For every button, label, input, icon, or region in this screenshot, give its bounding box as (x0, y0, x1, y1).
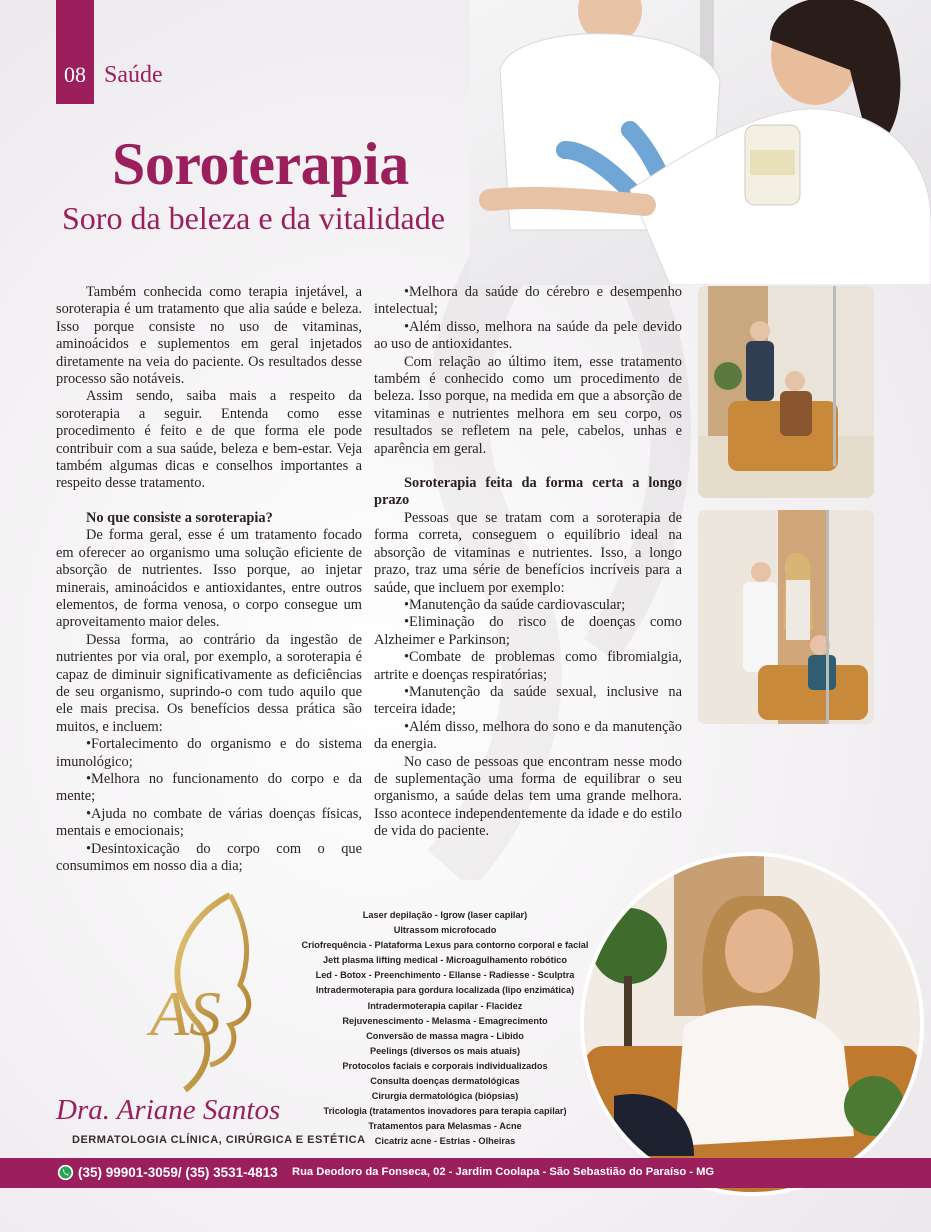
service-item: Tricologia (tratamentos inovadores para terapia capilar) (323, 1106, 567, 1117)
paragraph: Pessoas que se tratam com a soroterapia de forma correta, conseguem o equilíbrio ideal na absorção de vitaminas e nutrientes. Isso, a longo prazo, traz uma série de benefícios incríveis para a saúde, que incluem por exemplo: (374, 509, 682, 596)
section-heading: Soroterapia feita da forma certa a longo prazo (374, 475, 682, 509)
paragraph: Dessa forma, ao contrário da ingestão de nutrientes por via oral, por exemplo, a soroterapia é capaz de diminuir significativamente as deficiências de seu organismo, suprindo-o com tudo aquilo que ele mais precisa. Os benefícios dessa prática são muitos, e incluem: (56, 631, 362, 735)
service-item: Protocolos faciais e corporais individualizados (342, 1060, 548, 1071)
service-item: Cicatriz acne - Estrias - Olheiras (374, 1136, 516, 1147)
service-item: Peelings (diversos os mais atuais) (369, 1045, 521, 1056)
logo-monogram: AS (150, 978, 222, 1049)
bullet-item: •Manutenção da saúde sexual, inclusive na terceira idade; (374, 683, 682, 718)
service-item: Consulta doenças dermatológicas (370, 1076, 520, 1087)
clinic-photo-2 (698, 510, 874, 724)
bullet-item: •Ajuda no combate de várias doenças físicas, mentais e emocionais; (56, 805, 362, 840)
bullet-item: •Manutenção da saúde cardiovascular; (404, 596, 626, 613)
footer-phone: (35) 99901-3059/ (35) 3531-4813 (78, 1165, 278, 1180)
brand-name: Dra. Ariane Santos (56, 1094, 281, 1126)
brand-tagline: DERMATOLOGIA CLÍNICA, CIRÚRGICA E ESTÉTICA (72, 1134, 366, 1146)
bullet-item: •Desintoxicação do corpo com o que consumimos em nosso dia a dia; (56, 840, 362, 874)
paragraph: Assim sendo, saiba mais a respeito da soroterapia a seguir. Entenda como esse procedimento é feito e de que forma ele pode contribuir com a sua saúde, beleza e bem-estar. Veja também algumas dicas e conselhos importantes a respeito desse tratamento. (56, 388, 362, 492)
hero-photo (470, 0, 931, 285)
page-number-box (56, 0, 94, 104)
article-right-column (374, 284, 682, 841)
paragraph: Com relação ao último item, esse tratamento também é conhecido como um procedimento de beleza. Isso porque, na medida em que a absorção de vitaminas e nutrientes melhora em seu corpo, os resultados se refletem na pele, cabelos, unhas e aparência em geral. (374, 353, 682, 457)
footer-address: Rua Deodoro da Fonseca, 02 - Jardim Coolapa - São Sebastião do Paraíso - MG (292, 1166, 715, 1178)
service-item: Conversão de massa magra - Libido (366, 1030, 524, 1041)
bullet-item: •Melhora no funcionamento do corpo e da mente; (56, 770, 362, 805)
service-item: Jett plasma lifting medical - Microagulhamento robótico (322, 955, 567, 966)
service-item: Laser depilação - Igrow (laser capilar) (362, 910, 528, 920)
article-subtitle: Soro da beleza e da vitalidade (62, 200, 445, 236)
paragraph: Também conhecida como terapia injetável, a soroterapia é um tratamento que alia saúde e beleza. Isso porque consiste no uso de vitaminas, aminoácidos e suplementos em geral injetados diretamente na veia do paciente. Os resultados desse processo são notáveis. (56, 284, 362, 388)
service-item: Ultrassom microfocado (393, 925, 497, 936)
doctor-portrait (580, 852, 924, 1196)
bullet-item: •Além disso, melhora na saúde da pele devido ao uso de antioxidantes. (374, 318, 682, 353)
clinic-photo-1 (698, 286, 874, 498)
page-number: 08 (64, 62, 86, 87)
service-item: Cirurgia dermatológica (biópsias) (371, 1091, 519, 1102)
section-heading: No que consiste a soroterapia? (86, 509, 273, 526)
whatsapp-icon (57, 1164, 74, 1181)
bullet-item: •Combate de problemas como fibromialgia, artrite e doenças respiratórias; (374, 649, 682, 683)
service-item: Intradermoterapia capilar - Flacidez (367, 1000, 523, 1011)
article-left-column (56, 284, 362, 875)
service-item: Criofrequência - Plataforma Lexus para contorno corporal e facial (301, 940, 589, 951)
paragraph: No caso de pessoas que encontram nesse modo de suplementação uma forma de equilibrar o seu organismo, a saúde delas tem uma grande melhora. Isso acontece independentemente da idade e do estilo de vida do paciente. (374, 753, 682, 840)
bullet-item: •Além disso, melhora do sono e da manutenção da energia. (374, 718, 682, 753)
service-item: Led - Botox - Preenchimento - Ellanse - Radiesse - Sculptra (315, 970, 575, 981)
service-item: Rejuvenescimento - Melasma - Emagrecimento (342, 1015, 548, 1026)
service-item: Intradermoterapia para gordura localizada (lipo enzimática) (315, 985, 575, 996)
bullet-item: •Melhora da saúde do cérebro e desempenho intelectual; (374, 284, 682, 318)
paragraph: De forma geral, esse é um tratamento focado em oferecer ao organismo uma solução eficiente de absorção de nutrientes. Isso porque, ao injetar minerais, aminoácidos e antioxidantes, entre outros elementos, de forma venosa, o corpo consegue um aproveitamento maior deles. (56, 527, 362, 631)
brand-logo (100, 890, 280, 1095)
service-item: Tratamentos para Melasmas - Acne (368, 1121, 522, 1132)
bullet-item: •Eliminação do risco de doenças como Alzheimer e Parkinson; (374, 614, 682, 648)
services-list (300, 908, 590, 1150)
bullet-item: •Fortalecimento do organismo e do sistema imunológico; (56, 736, 362, 770)
section-name: Saúde (104, 62, 163, 88)
article-title: Soroterapia (112, 131, 409, 197)
